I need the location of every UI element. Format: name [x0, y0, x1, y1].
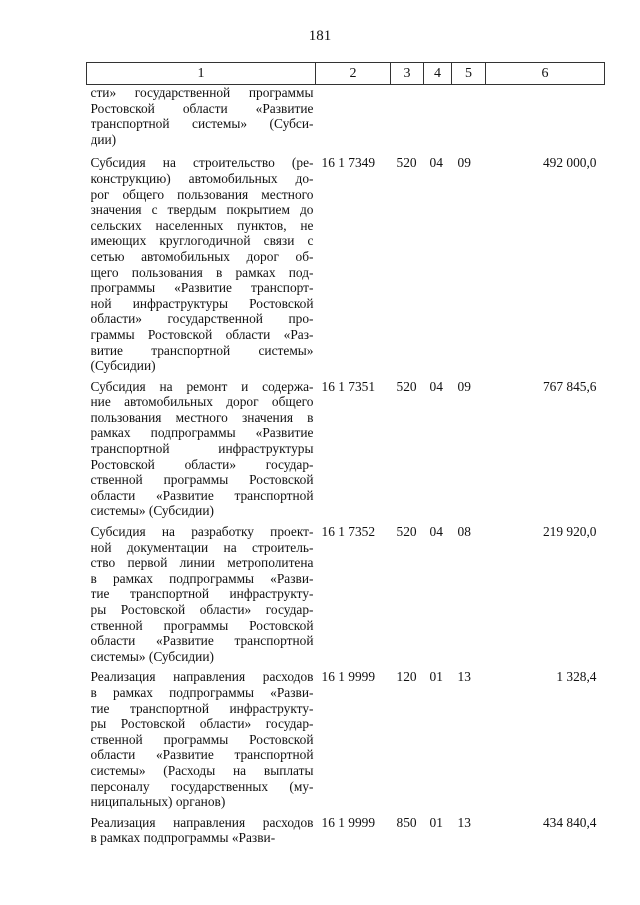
- row-amount: 767 845,6: [542, 378, 597, 394]
- description-line: значения с твердым покрытием до: [90, 202, 314, 218]
- description-line: ной документации на строитель-: [90, 539, 314, 555]
- row-subsection: 09: [457, 155, 471, 171]
- row-expense-type: 520: [396, 155, 417, 171]
- row-subsection: 08: [457, 524, 471, 540]
- description-line: персоналу государственных (му-: [90, 778, 314, 794]
- row-description: [87, 155, 316, 378]
- row-target-article: 16 1 7351: [321, 378, 376, 394]
- header-col-6: 6: [486, 63, 605, 85]
- description-line: сти» государственной программы: [90, 85, 314, 100]
- table-row: [87, 669, 605, 814]
- description-line: ной инфраструктуры Ростовской: [90, 295, 314, 311]
- description-line: транспортной инфраструктуры: [90, 441, 314, 457]
- row-subsection: [452, 85, 486, 156]
- description-line: Ростовской области» государ-: [90, 456, 314, 472]
- description-line: области «Развитие транспортной: [90, 633, 314, 649]
- table-row: [87, 815, 605, 851]
- row-section: 04: [429, 155, 443, 171]
- description-line: пользования местного значения в: [90, 409, 314, 425]
- description-line: тие транспортной инфраструкту-: [90, 700, 314, 716]
- header-row: [87, 63, 605, 85]
- table-body: [87, 85, 605, 851]
- description-line: ственной программы Ростовской: [90, 617, 314, 633]
- budget-table: [86, 62, 605, 851]
- row-target-article: 16 1 9999: [321, 669, 376, 685]
- row-amount: 1 328,4: [556, 669, 597, 685]
- row-target-article: 16 1 7352: [321, 524, 376, 540]
- description-line: дии): [90, 131, 117, 147]
- row-expense-type: [391, 85, 424, 156]
- row-amount: 219 920,0: [542, 524, 597, 540]
- row-target-article: [316, 85, 391, 156]
- description-line: ры Ростовской области» государ-: [90, 602, 314, 617]
- row-expense-type: 520: [396, 524, 417, 540]
- description-line: Ростовской области «Развитие: [90, 100, 314, 116]
- description-line: в рамках подпрограммы «Разви-: [90, 684, 314, 700]
- row-section: 01: [429, 814, 443, 830]
- row-target-article: 16 1 7349: [321, 155, 376, 171]
- description-line: в рамках подпрограммы «Разви-: [90, 570, 314, 586]
- description-line: области «Развитие транспортной: [90, 487, 314, 503]
- row-description: [87, 669, 316, 814]
- header-col-3: 3: [391, 63, 424, 85]
- description-line: (Субсидии): [90, 358, 156, 374]
- description-line: ниципальных) органов): [90, 794, 226, 810]
- description-line: транспортной системы» (Субси-: [90, 116, 314, 132]
- row-description: [87, 524, 316, 669]
- description-line: ры Ростовской области» государ-: [90, 716, 314, 732]
- row-amount: 492 000,0: [542, 155, 597, 171]
- description-line: области» государственной про-: [90, 311, 314, 327]
- description-line: системы» (Расходы на выплаты: [90, 762, 314, 778]
- row-expense-type: 850: [396, 814, 417, 830]
- description-line: рамках подпрограммы «Развитие: [90, 425, 314, 441]
- description-line: тие транспортной инфраструкту-: [90, 586, 314, 602]
- row-amount: [486, 85, 605, 156]
- page-number: 181: [308, 28, 332, 44]
- row-expense-type: 520: [396, 378, 417, 394]
- description-line: Реализация направления расходов: [90, 814, 314, 830]
- header-col-2: 2: [316, 63, 391, 85]
- header-col-4: 4: [424, 63, 452, 85]
- description-line: конструкцию) автомобильных до-: [90, 170, 314, 186]
- table-row: [87, 379, 605, 524]
- description-line: щего пользования в рамках под-: [90, 264, 314, 280]
- description-line: Субсидия на разработку проект-: [90, 524, 314, 540]
- description-line: программы «Развитие транспорт-: [90, 280, 314, 296]
- row-expense-type: 120: [396, 669, 417, 685]
- table-row: [87, 524, 605, 669]
- description-line: имеющих круглогодичной связи с: [90, 233, 314, 249]
- description-line: сельских населенных пунктов, не: [90, 217, 314, 233]
- description-line: витие транспортной системы»: [90, 342, 314, 358]
- description-line: системы» (Субсидии): [90, 648, 214, 664]
- row-section: 01: [429, 669, 443, 685]
- row-subsection: 09: [457, 378, 471, 394]
- description-line: рог общего пользования местного: [90, 186, 314, 202]
- description-line: ние автомобильных дорог общего: [90, 394, 314, 410]
- description-line: Субсидия на ремонт и содержа-: [90, 378, 314, 394]
- table-row: [87, 85, 605, 156]
- row-target-article: 16 1 9999: [321, 814, 376, 830]
- description-line: Субсидия на строительство (ре-: [90, 155, 314, 171]
- description-line: в рамках подпрограммы «Разви-: [90, 830, 276, 846]
- description-line: ственной программы Ростовской: [90, 731, 314, 747]
- row-subsection: 13: [457, 669, 471, 685]
- description-line: Реализация направления расходов: [90, 669, 314, 685]
- description-line: граммы Ростовской области «Раз-: [90, 326, 314, 342]
- row-description: [87, 85, 316, 156]
- row-subsection: 13: [457, 814, 471, 830]
- description-line: сетью автомобильных дорог об-: [90, 248, 314, 264]
- row-amount: 434 840,4: [542, 814, 597, 830]
- description-line: ство первой линии метрополитена: [90, 555, 314, 571]
- table-row: [87, 155, 605, 378]
- description-line: ственной программы Ростовской: [90, 472, 314, 488]
- header-col-5: 5: [452, 63, 486, 85]
- row-section: [424, 85, 452, 156]
- row-section: 04: [429, 378, 443, 394]
- row-section: 04: [429, 524, 443, 540]
- row-description: [87, 379, 316, 524]
- header-col-1: 1: [87, 63, 316, 85]
- description-line: области «Развитие транспортной: [90, 747, 314, 763]
- row-description: [87, 815, 316, 851]
- description-line: системы» (Субсидии): [90, 503, 214, 519]
